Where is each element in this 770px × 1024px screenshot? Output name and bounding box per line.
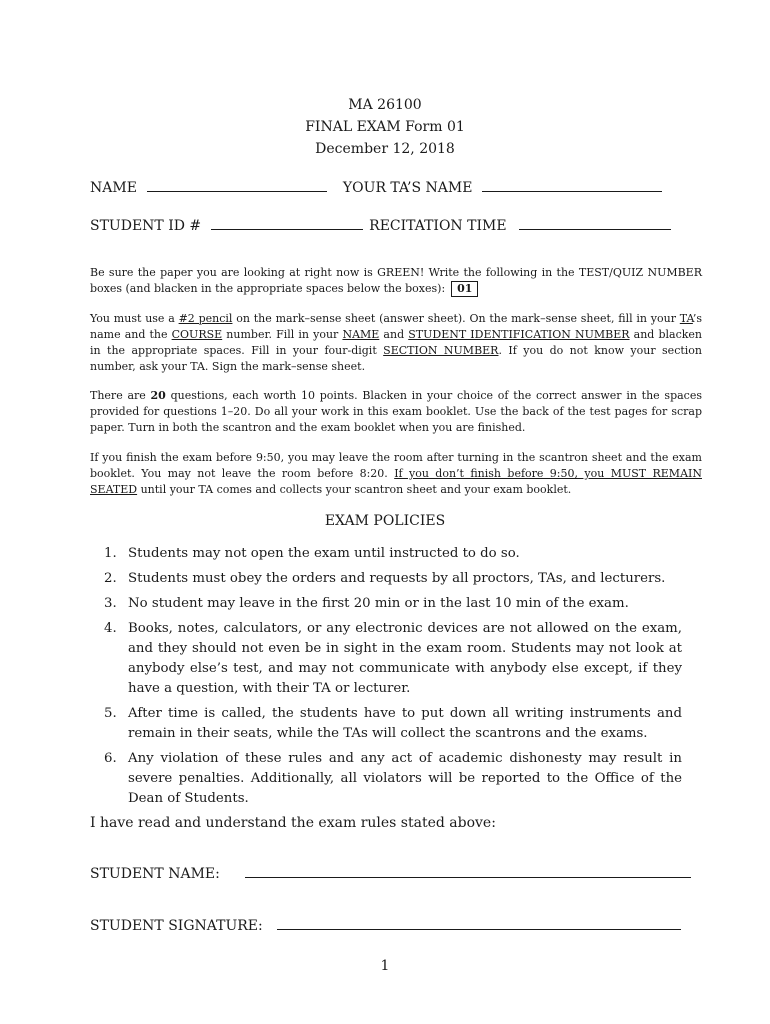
policy-item (90, 704, 682, 744)
underlined-pencil: #2 pencil (178, 312, 233, 325)
text-segment: . If you do not know your section number, ask your TA. Sign the mark–sense sheet. (90, 344, 703, 373)
text-segment: There are (90, 389, 151, 402)
instructions-paragraph-1 (90, 265, 702, 297)
policy-item (90, 569, 682, 589)
underlined-remain-seated: If you don’t finish before 9:50, you MUST REMAIN SEATED (90, 467, 702, 496)
name-row (90, 180, 662, 196)
recitation-time-line[interactable] (519, 228, 671, 230)
quiz-number-box: 01 (451, 281, 478, 297)
policies-title: EXAM POLICIES (324, 513, 446, 529)
exam-date: December 12, 2018 (315, 141, 455, 157)
text-segment: If you finish the exam before 9:50, you may leave the room after turning in the scantron sheet and the exam booklet. You may not leave the room before 8:20. (90, 451, 702, 480)
underlined-ta: TA (679, 312, 693, 325)
policy-text: Any violation of these rules and any act of academic dishonesty may result in severe penalties. Additionally, all violators will be reported to the Office of the Dean of Students. (128, 751, 682, 806)
text-segment: and blacken in the appropriate spaces. Fill in your four-digit (90, 328, 702, 357)
policy-number: 5. (104, 706, 117, 721)
student-id-line[interactable] (211, 228, 363, 230)
policy-list (90, 544, 682, 814)
recitation-time-label: RECITATION TIME (369, 218, 507, 234)
instructions-paragraph-2 (90, 311, 702, 375)
text-segment: ’s name and the (90, 312, 703, 341)
policy-text: Students may not open the exam until instructed to do so. (128, 546, 520, 561)
policy-text: Students must obey the orders and requests by all proctors, TAs, and lecturers. (128, 571, 666, 586)
student-name-row (90, 866, 691, 882)
course-code: MA 26100 (348, 97, 422, 113)
text-segment: number. Fill in your (222, 328, 343, 341)
question-count: 20 (150, 389, 166, 402)
text-segment: on the mark–sense sheet (answer sheet). On the mark–sense sheet, fill in your (232, 312, 680, 325)
instructions-paragraph-4 (90, 450, 702, 498)
policy-number: 4. (104, 621, 117, 636)
policy-number: 1. (104, 546, 117, 561)
student-name-label: STUDENT NAME: (90, 866, 220, 882)
policy-text: Books, notes, calculators, or any electronic devices are not allowed on the exam, and they should not even be in sight in the exam room. Students may not look at anybody else’s test, and may not communicate with anybody else except, if they have a question, with their TA or lecturer. (128, 621, 682, 696)
ta-name-line[interactable] (482, 190, 662, 192)
name-label: NAME (90, 180, 137, 196)
student-id-label: STUDENT ID # (90, 218, 202, 234)
student-signature-row (90, 918, 681, 934)
policy-text: No student may leave in the first 20 min or in the last 10 min of the exam. (128, 596, 629, 611)
policy-number: 6. (104, 751, 117, 766)
underlined-section-number: SECTION NUMBER (383, 344, 499, 357)
underlined-student-id: STUDENT IDENTIFICATION NUMBER (408, 328, 630, 341)
page-number: 1 (380, 958, 390, 974)
student-signature-label: STUDENT SIGNATURE: (90, 918, 263, 934)
exam-header (0, 94, 770, 160)
exam-title: FINAL EXAM Form 01 (305, 119, 465, 135)
policy-item (90, 749, 682, 809)
policy-number: 2. (104, 571, 117, 586)
policy-item (90, 544, 682, 564)
text-segment: until your TA comes and collects your scantron sheet and your exam booklet. (137, 483, 572, 496)
acknowledge-statement: I have read and understand the exam rules stated above: (90, 815, 496, 831)
name-line[interactable] (147, 190, 327, 192)
student-signature-line[interactable] (277, 928, 681, 930)
policy-number: 3. (104, 596, 117, 611)
underlined-course: COURSE (171, 328, 223, 341)
text-segment: and (379, 328, 409, 341)
policy-item (90, 619, 682, 699)
text-segment: questions, each worth 10 points. Blacken in your choice of the correct answer in the spaces provided for questions 1–20. Do all your work in this exam booklet. Use the back of the test pages for scrap paper. Turn in both the scantron and the exam booklet when you are finished. (90, 389, 702, 434)
underlined-name: NAME (342, 328, 380, 341)
instructions-paragraph-3 (90, 388, 702, 436)
id-row (90, 218, 671, 234)
policy-text: After time is called, the students have to put down all writing instruments and remain in their seats, while the TAs will collect the scantrons and the exams. (128, 706, 682, 741)
policy-item (90, 594, 682, 614)
instructions-text: Be sure the paper you are looking at right now is GREEN! Write the following in the TEST/QUIZ NUMBER boxes (and blacken in the appropriate spaces below the boxes): (90, 266, 702, 295)
text-segment: You must use a (90, 312, 179, 325)
student-name-line[interactable] (245, 876, 691, 878)
ta-name-label: YOUR TA’S NAME (342, 180, 473, 196)
